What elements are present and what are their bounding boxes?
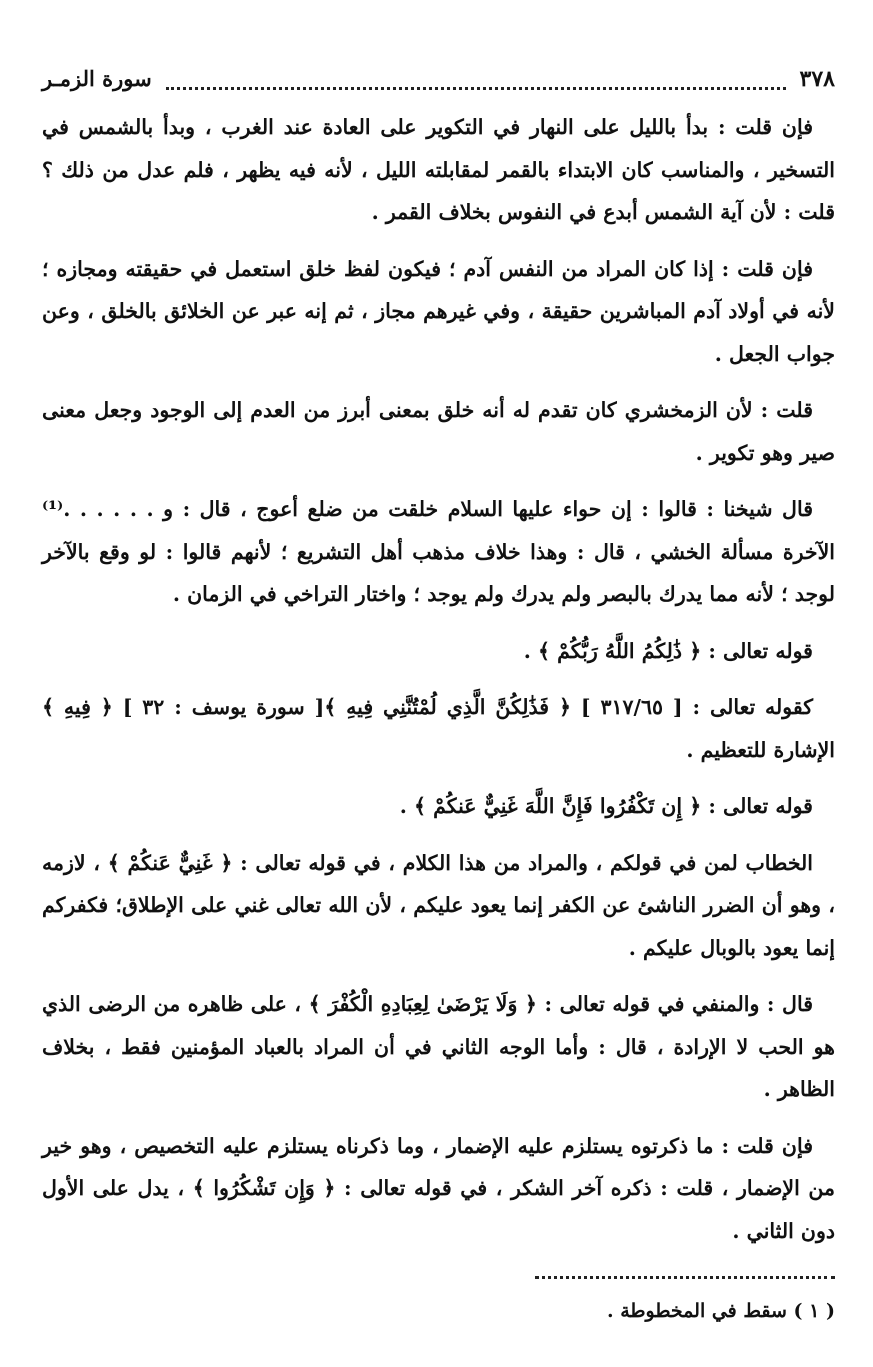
sura-title: سورة الزمـر [42, 66, 152, 91]
running-head [42, 66, 835, 98]
paragraph: كقوله تعالى : [ ٣١٧/٦٥ ] ﴿ فَذَٰلِكُنَّ الَّذِي لُمْتُنَّنِي فِيهِ ﴾[ سورة يوسف : ٣٢ ] ﴿ فِيهِ ﴾ الإشارة للتعظيم . [42, 695, 835, 762]
page-body [42, 106, 835, 1252]
paragraph: فإن قلت : بدأ بالليل على النهار في التكوير على العادة عند الغرب ، وبدأ بالشمس في التسخير ، والمناسب كان الابتداء بالقمر لمقابلته الليل ، لأنه فيه يظهر ، فلم عدل من ذلك ؟ قلت : لأن آية الشمس أبدع في النفوس بخلاف القمر . [42, 115, 835, 224]
footnote: ( ١ ) سقط في المخطوطة . [606, 1300, 835, 1322]
header-dotted-rule [166, 75, 786, 90]
paragraph: قال شيخنا : قالوا : إن حواء عليها السلام خلقت من ضلع أعوج ، قال : و . . . . . .⁽¹⁾ الآخرة مسألة الخشي ، قال : وهذا خلاف مذهب أهل التشريع ؛ لأنهم قالوا : لو وقع بالآخر لوجد ؛ لأنه مما يدرك بالبصر ولم يدرك ولم يوجد ؛ واختار التراخي في الزمان . [42, 497, 835, 606]
footnote-divider [535, 1276, 835, 1279]
paragraph: قوله تعالى : ﴿ ذَٰلِكُمُ اللَّهُ رَبُّكُمْ ﴾ . [523, 638, 813, 663]
page-number: ٣٧٨ [799, 66, 835, 92]
paragraph: قلت : لأن الزمخشري كان تقدم له أنه خلق بمعنى أبرز من العدم إلى الوجود وجعل معنى صير وهو تكوير . [42, 398, 835, 465]
paragraph: فإن قلت : إذا كان المراد من النفس آدم ؛ فيكون لفظ خلق استعمل في حقيقته ومجازه ؛ لأنه في أولاد آدم المباشرين حقيقة ، وفي غيرهم مجاز ، ثم إنه عبر عن الخلائق بالخلق ، وعن جواب الجعل . [42, 256, 835, 366]
paragraph: الخطاب لمن في قولكم ، والمراد من هذا الكلام ، في قوله تعالى : ﴿ غَنِيٌّ عَنكُمْ ﴾ ، لازمه ، وهو أن الضرر الناشئ عن الكفر إنما يعود عليكم ، لأن الله تعالى غني على الإطلاق؛ فكفركم إنما يعود بالوبال عليكم . [42, 850, 835, 960]
paragraph: قوله تعالى : ﴿ إِن تَكْفُرُوا فَإِنَّ اللَّهَ غَنِيٌّ عَنكُمْ ﴾ . [399, 794, 813, 818]
paragraph: فإن قلت : ما ذكرتوه يستلزم عليه الإضمار ، وما ذكرناه يستلزم عليه التخصيص ، وهو خير من الإضمار ، قلت : ذكره آخر الشكر ، في قوله تعالى : ﴿ وَإِن تَشْكُرُوا ﴾ ، يدل على الأول دون الثاني . [42, 1133, 835, 1243]
paragraph: قال : والمنفي في قوله تعالى : ﴿ وَلَا يَرْضَىٰ لِعِبَادِهِ الْكُفْرَ ﴾ ، على ظاهره من الرضى الذي هو الحب لا الإرادة ، قال : وأما الوجه الثاني في أن المراد بالعباد المؤمنين فقط ، بخلاف الظاهر . [42, 992, 835, 1101]
